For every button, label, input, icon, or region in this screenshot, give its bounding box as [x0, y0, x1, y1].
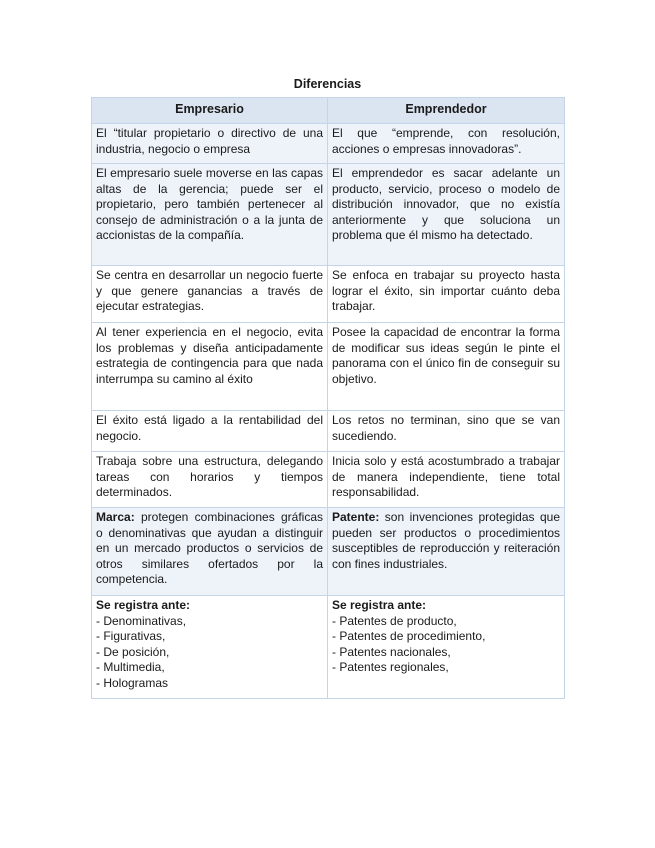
table-row: [92, 508, 565, 596]
cell-emprendedor: Los retos no terminan, sino que se van sucediendo.: [328, 411, 565, 452]
table-row: [92, 596, 565, 699]
page-title: Diferencias: [293, 77, 362, 91]
marca-text: protegen combinaciones gráficas o denominativas que ayudan a distinguir en un mercado productos o servicios de otros similares ofertados por la competencia.: [96, 510, 323, 586]
cell-emprendedor: Inicia solo y está acostumbrado a trabajar de manera independiente, tiene total responsabilidad.: [328, 452, 565, 508]
table-row: [92, 164, 565, 266]
table-row: [92, 266, 565, 323]
cell-marca: [92, 508, 328, 596]
table-header-row: [92, 98, 565, 124]
registro-label-left: Se registra ante:: [96, 598, 191, 612]
cell-empresario: El empresario suele moverse en las capas altas de la gerencia; puede ser el propietario, pero también pertenecer al consejo de administración o a la junta de accionistas de la compañía.: [92, 164, 328, 266]
list-item: - Patentes de procedimiento,: [332, 629, 486, 643]
table-row: [92, 323, 565, 411]
differences-table: [91, 97, 565, 699]
list-item: - Patentes regionales,: [332, 660, 449, 674]
marca-label: Marca:: [96, 510, 135, 524]
list-item: - Multimedia,: [96, 660, 165, 674]
registro-label-right: Se registra ante:: [332, 598, 427, 612]
cell-empresario: Se centra en desarrollar un negocio fuerte y que genere ganancias a través de ejecutar estrategias.: [92, 266, 328, 323]
cell-empresario: Trabaja sobre una estructura, delegando tareas con horarios y tiempos determinados.: [92, 452, 328, 508]
cell-emprendedor: El que “emprende, con resolución, acciones o empresas innovadoras”.: [328, 124, 565, 164]
cell-empresario: El “titular propietario o directivo de una industria, negocio o empresa: [92, 124, 328, 164]
list-item: - Figurativas,: [96, 629, 166, 643]
header-emprendedor: Emprendedor: [328, 98, 565, 124]
cell-emprendedor: El emprendedor es sacar adelante un producto, servicio, proceso o modelo de distribución innovador, que no existía anteriormente y que soluciona un problema que él mismo ha detectado.: [328, 164, 565, 266]
table-row: [92, 124, 565, 164]
table-row: [92, 452, 565, 508]
cell-empresario: Al tener experiencia en el negocio, evita los problemas y diseña anticipadamente estrategia de contingencia para que nada interrumpa su camino al éxito: [92, 323, 328, 411]
list-item: - Denominativas,: [96, 613, 187, 628]
cell-emprendedor: Se enfoca en trabajar su proyecto hasta lograr el éxito, sin importar cuánto deba trabajar.: [328, 266, 565, 323]
patente-text: son invenciones protegidas que pueden ser productos o procedimientos susceptibles de reproducción y reiteración con fines industriales.: [332, 510, 560, 571]
list-item: - De posición,: [96, 644, 170, 659]
cell-patente: [328, 508, 565, 596]
cell-emprendedor: Posee la capacidad de encontrar la forma de modificar sus ideas según le pinte el panorama con el único fin de conseguir su objetivo.: [328, 323, 565, 411]
list-item: - Hologramas: [96, 675, 169, 690]
cell-registro-marca: [92, 596, 328, 699]
cell-empresario: El éxito está ligado a la rentabilidad del negocio.: [92, 411, 328, 452]
list-item: - Patentes de producto,: [332, 613, 457, 628]
list-item: - Patentes nacionales,: [332, 644, 451, 659]
table-row: [92, 411, 565, 452]
cell-registro-patente: [328, 596, 565, 699]
patente-label: Patente:: [332, 510, 380, 524]
header-empresario: Empresario: [92, 98, 328, 124]
